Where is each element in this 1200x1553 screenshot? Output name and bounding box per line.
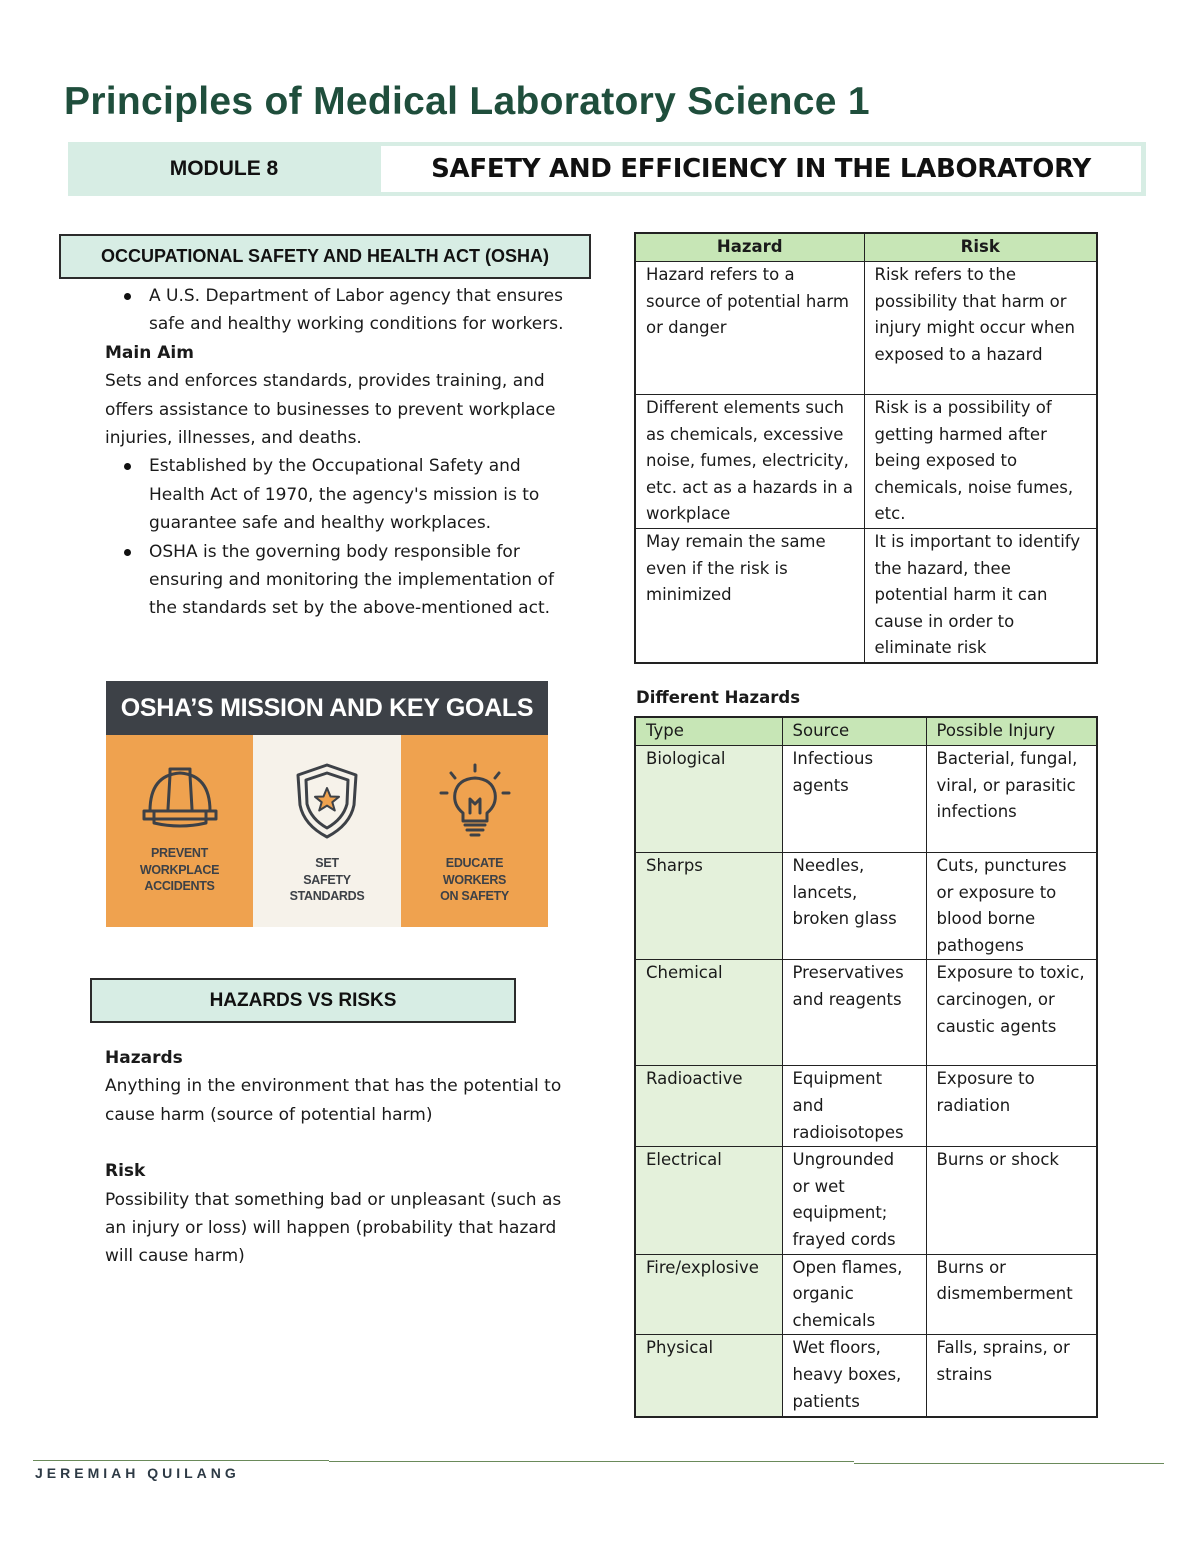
footer-rule bbox=[33, 1460, 329, 1461]
osha-section-header: OCCUPATIONAL SAFETY AND HEALTH ACT (OSHA) bbox=[59, 234, 591, 279]
osha-mission-infographic bbox=[106, 681, 548, 927]
footer-author: JEREMIAH QUILANG bbox=[35, 1465, 240, 1481]
hazard-risk-table bbox=[634, 232, 1098, 664]
different-hazards-label: Different Hazards bbox=[636, 688, 801, 707]
osha-bullet-list-2 bbox=[105, 452, 565, 622]
module-label: MODULE 8 bbox=[169, 157, 279, 180]
table-row bbox=[635, 262, 1097, 395]
table-header-row bbox=[635, 233, 1097, 262]
hazard-injury-cell: Burns or dismemberment bbox=[926, 1254, 1097, 1335]
column-header: Type bbox=[635, 717, 782, 746]
hazard-source-cell: Infectious agents bbox=[782, 746, 926, 853]
hazard-type-cell: Biological bbox=[635, 746, 782, 853]
hazard-injury-cell: Exposure to toxic, carcinogen, or caustic agents bbox=[926, 960, 1097, 1066]
table-cell: May remain the same even if the risk is minimized bbox=[635, 528, 864, 662]
column-header: Source bbox=[782, 717, 926, 746]
hazard-source-cell: Needles, lancets, broken glass bbox=[782, 853, 926, 960]
table-cell: Different elements such as chemicals, excessive noise, fumes, electricity, etc. act as a hazards in a workplace bbox=[635, 395, 864, 529]
table-row bbox=[635, 746, 1097, 853]
column-header: Hazard bbox=[635, 233, 864, 262]
column-header: Risk bbox=[864, 233, 1097, 262]
table-row bbox=[635, 1254, 1097, 1335]
table-header-row bbox=[635, 717, 1097, 746]
hazard-source-cell: Preservatives and reagents bbox=[782, 960, 926, 1066]
footer-rule bbox=[854, 1463, 1164, 1464]
hazards-heading: Hazards bbox=[105, 1048, 183, 1068]
hazard-type-cell: Physical bbox=[635, 1335, 782, 1417]
hazard-source-cell: Open flames, organic chemicals bbox=[782, 1254, 926, 1335]
osha-bullet-2: Established by the Occupational Safety and Health Act of 1970, the agency's mission is to guarantee safe and healthy workplaces. bbox=[149, 452, 565, 537]
risk-text: Possibility that something bad or unpleasant (such as an injury or loss) will happen (probability that hazard will cause harm) bbox=[105, 1189, 562, 1267]
hazard-source-cell: Equipment and radioisotopes bbox=[782, 1066, 926, 1147]
risk-heading: Risk bbox=[105, 1161, 146, 1182]
hazards-text: Anything in the environment that has the potential to cause harm (source of potential harm) bbox=[105, 1076, 562, 1125]
hazard-type-cell: Electrical bbox=[635, 1147, 782, 1254]
osha-bullet-1: A U.S. Department of Labor agency that ensures safe and healthy working conditions for workers. bbox=[149, 282, 565, 339]
goal-educate-workers bbox=[401, 735, 548, 927]
hazard-injury-cell: Exposure to radiation bbox=[926, 1066, 1097, 1147]
module-title: SAFETY AND EFFICIENCY IN THE LABORATORY bbox=[381, 146, 1141, 192]
main-aim-text: Sets and enforces standards, provides training, and offers assistance to businesses to prevent workplace injuries, illnesses, and deaths. bbox=[105, 371, 556, 449]
different-hazards-table bbox=[634, 716, 1098, 1418]
hazards-vs-risks-header: HAZARDS VS RISKS bbox=[90, 978, 516, 1023]
hazard-type-cell: Radioactive bbox=[635, 1066, 782, 1147]
hazard-source-cell: Wet floors, heavy boxes, patients bbox=[782, 1335, 926, 1417]
table-row bbox=[635, 1335, 1097, 1417]
table-cell: Risk is a possibility of getting harmed after being exposed to chemicals, noise fumes, etc. bbox=[864, 395, 1097, 529]
hazards-vs-risks-content bbox=[105, 1044, 565, 1271]
goal-set-standards bbox=[253, 735, 401, 927]
osha-bullet-list bbox=[105, 282, 565, 339]
hazard-injury-cell: Cuts, punctures or exposure to blood borne pathogens bbox=[926, 853, 1097, 960]
table-row bbox=[635, 395, 1097, 529]
page-title: Principles of Medical Laboratory Science 1 bbox=[64, 80, 870, 123]
footer-rule bbox=[329, 1461, 854, 1462]
main-aim-heading: Main Aim bbox=[105, 342, 194, 363]
hazard-injury-cell: Falls, sprains, or strains bbox=[926, 1335, 1097, 1417]
table-cell: It is important to identify the hazard, thee potential harm it can cause in order to eliminate risk bbox=[864, 528, 1097, 662]
hazard-type-cell: Sharps bbox=[635, 853, 782, 960]
hazard-type-cell: Fire/explosive bbox=[635, 1254, 782, 1335]
goal-1-label: PREVENT WORKPLACE ACCIDENTS bbox=[139, 846, 220, 893]
hazard-type-cell: Chemical bbox=[635, 960, 782, 1066]
table-cell: Hazard refers to a source of potential harm or danger bbox=[635, 262, 864, 395]
table-row bbox=[635, 853, 1097, 960]
table-cell: Risk refers to the possibility that harm or injury might occur when exposed to a hazard bbox=[864, 262, 1097, 395]
goal-2-label: SET SAFETY STANDARDS bbox=[289, 856, 365, 903]
hazard-source-cell: Ungrounded or wet equipment; frayed cords bbox=[782, 1147, 926, 1254]
table-row bbox=[635, 1066, 1097, 1147]
goal-3-label: EDUCATE WORKERS ON SAFETY bbox=[440, 856, 509, 903]
column-header: Possible Injury bbox=[926, 717, 1097, 746]
table-row bbox=[635, 528, 1097, 662]
lightbulb-icon bbox=[435, 761, 515, 841]
infographic-title: OSHA’S MISSION AND KEY GOALS bbox=[106, 681, 548, 735]
hazard-injury-cell: Bacterial, fungal, viral, or parasitic infections bbox=[926, 746, 1097, 853]
hazard-injury-cell: Burns or shock bbox=[926, 1147, 1097, 1254]
osha-content bbox=[105, 282, 565, 623]
shield-star-icon bbox=[292, 761, 362, 841]
goal-prevent-accidents bbox=[106, 735, 253, 927]
hard-hat-icon bbox=[140, 761, 220, 831]
osha-bullet-3: OSHA is the governing body responsible for ensuring and monitoring the implementation of the standards set by the above-mentioned act. bbox=[149, 538, 565, 623]
table-row bbox=[635, 960, 1097, 1066]
table-row bbox=[635, 1147, 1097, 1254]
